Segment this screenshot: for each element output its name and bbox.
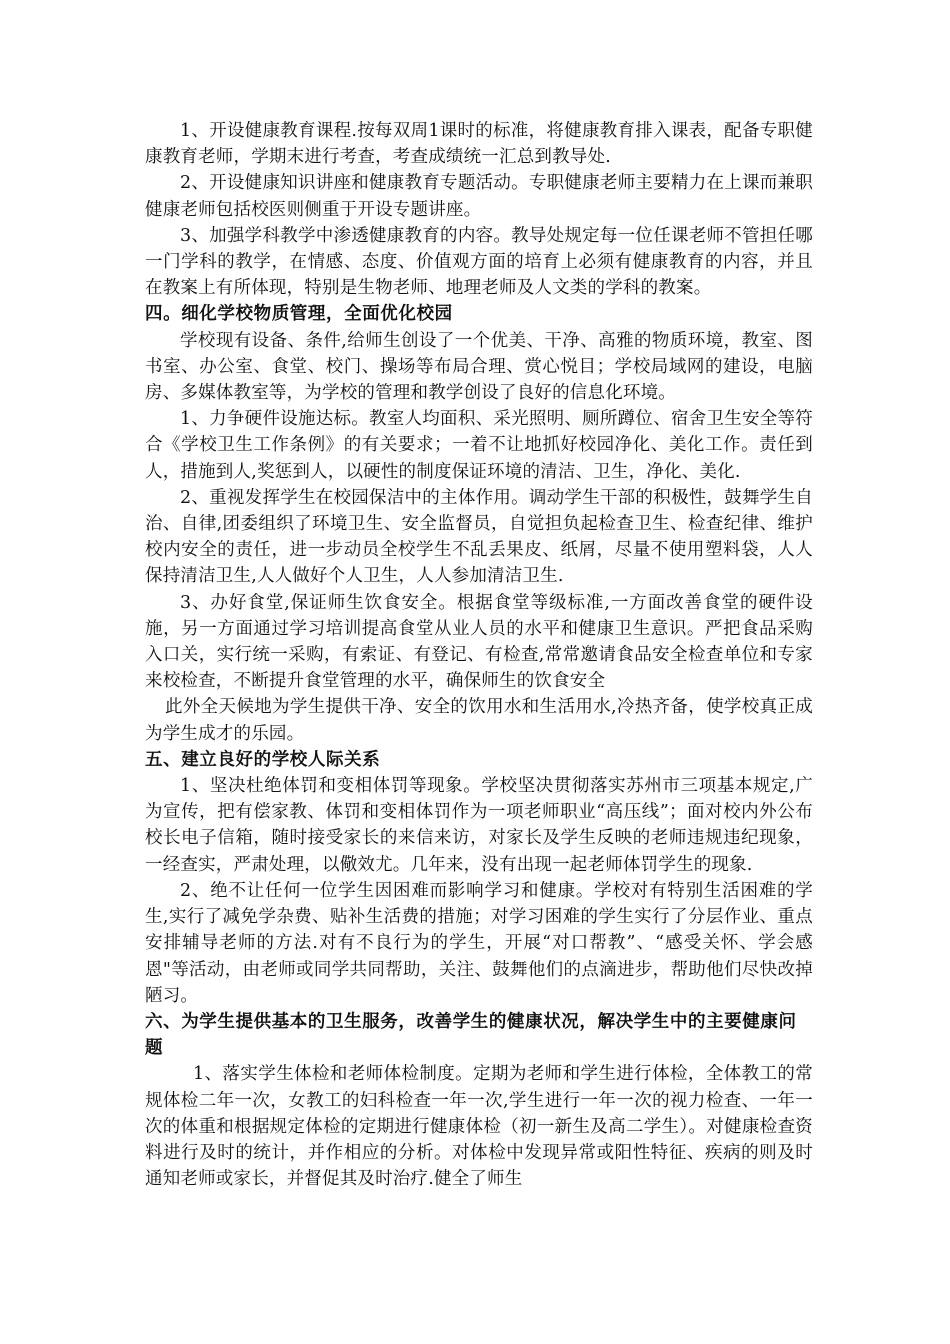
paragraph-subject-teaching: 3、加强学科教学中渗透健康教育的内容。教导处规定每一位任课老师不管担任哪一门学科的教学，在情感、态度、价值观方面的培育上必须有健康教育的内容，并且在教案上有所体现，特别是生物老师、地理老师及人文类的学科的教案。: [145, 225, 813, 299]
section-heading-5: 五、建立良好的学校人际关系: [145, 749, 381, 770]
paragraph-students-cleaning: 2、重视发挥学生在校园保洁中的主体作用。调动学生干部的积极性，鼓舞学生自治、自律,团委组织了环境卫生、安全监督员，自觉担负起检查卫生、检查纪律、维护校内安全的责任，进一步动员全校学生不乱丢果皮、纸屑，尽量不使用塑料袋，人人保持清洁卫生,人人做好个人卫生，人人参加清洁卫生.: [145, 487, 813, 587]
paragraph-course: 1、开设健康教育课程.按每双周1课时的标准，将健康教育排入课表，配备专职健康教育老师，学期末进行考查，考查成绩统一汇总到教导处.: [145, 121, 813, 168]
paragraph-hardware: 1、力争硬件设施达标。教室人均面积、采光照明、厕所蹲位、宿舍卫生安全等符合《学校卫生工作条例》的有关要求；一着不让地抓好校园净化、美化工作。责任到人，措施到人,奖惩到人，以硬性的制度保证环境的清洁、卫生，净化、美化.: [145, 409, 813, 482]
section-heading-4: 四。细化学校物质管理，全面优化校园: [145, 304, 453, 325]
section-heading-6: 六、为学生提供基本的卫生服务，改善学生的健康状况，解决学生中的主要健康问题: [145, 1011, 797, 1059]
document-body: [145, 118, 813, 1192]
paragraph-lectures: 2、开设健康知识讲座和健康教育专题活动。专职健康老师主要精力在上课而兼职健康老师包括校医则侧重于开设专题讲座。: [145, 173, 813, 220]
paragraph-student-support: 2、绝不让任何一位学生因困难而影响学习和健康。学校对有特别生活困难的学生,实行了减免学杂费、贴补生活费的措施；对学习困难的学生实行了分层作业、重点安排辅导老师的方法.对有不良行为的学生，开展“对口帮教”、“感受关怀、学会感恩"等活动，由老师或同学共同帮助，关注、鼓舞他们的点滴进步，帮助他们尽快改掉陋习。: [145, 880, 813, 1006]
paragraph-health-check: 1、落实学生体检和老师体检制度。定期为老师和学生进行体检，全体教工的常规体检二年一次，女教工的妇科检查一年一次,学生进行一年一次的视力检查、一年一次的体重和根据规定体检的定期进行健康体检（初一新生及高二学生）。对健康检查资料进行及时的统计，并作相应的分析。对体检中发现异常或阳性特征、疾病的则及时通知老师或家长，并督促其及时治疗.健全了师生: [145, 1064, 813, 1190]
paragraph-water: 此外全天候地为学生提供干净、安全的饮用水和生活用水,冷热齐备，使学校真正成为学生成才的乐园。: [145, 697, 813, 744]
paragraph-environment: 学校现有设备、条件,给师生创设了一个优美、干净、高雅的物质环境，教室、图书室、办公室、食堂、校门、操场等布局合理、赏心悦目；学校局域网的建设，电脑房、多媒体教室等，为学校的管理和教学创设了良好的信息化环境。: [145, 330, 813, 404]
paragraph-canteen: 3、办好食堂,保证师生饮食安全。根据食堂等级标准,一方面改善食堂的硬件设施，另一方面通过学习培训提高食堂从业人员的水平和健康卫生意识。严把食品采购入口关，实行统一采购，有索证、有登记、有检查,常常邀请食品安全检查单位和专家来校检查，不断提升食堂管理的水平，确保师生的饮食安全: [145, 592, 813, 692]
paragraph-no-punishment: 1、坚决杜绝体罚和变相体罚等现象。学校坚决贯彻落实苏州市三项基本规定,广为宣传，把有偿家教、体罚和变相体罚作为一项老师职业“高压线”；面对校内外公布校长电子信箱，随时接受家长的来信来访，对家长及学生反映的老师违规违纪现象，一经查实，严肃处理，以儆效尤。几年来，没有出现一起老师体罚学生的现象.: [145, 776, 813, 875]
